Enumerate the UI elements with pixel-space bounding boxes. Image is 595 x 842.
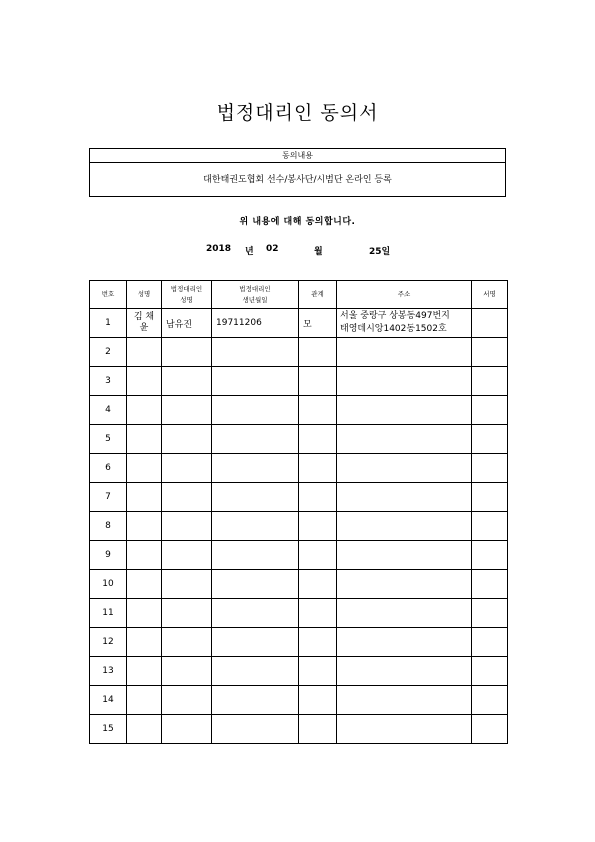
row-name: 김 채 윤 (127, 309, 162, 338)
consent-content-box (89, 148, 506, 197)
table-row (90, 454, 508, 483)
row-signature (472, 309, 508, 338)
date-year-unit: 년 (245, 247, 254, 257)
row-address (337, 570, 472, 599)
row-guardian-birth (212, 541, 299, 570)
row-signature (472, 396, 508, 425)
row-guardian-name (162, 599, 212, 628)
header-signature: 서명 (472, 281, 508, 309)
row-guardian-birth (212, 657, 299, 686)
row-name (127, 338, 162, 367)
row-no: 13 (90, 657, 127, 686)
row-relation: 모 (299, 309, 337, 338)
row-address (337, 686, 472, 715)
agreement-statement: 위 내용에 대해 동의합니다. (239, 217, 356, 227)
row-signature (472, 541, 508, 570)
date-month-unit: 월 (314, 247, 323, 257)
table-row (90, 628, 508, 657)
row-name (127, 541, 162, 570)
row-no: 8 (90, 512, 127, 541)
header-guardian-name: 법정대리인 성명 (162, 281, 212, 309)
row-signature (472, 715, 508, 744)
row-name (127, 396, 162, 425)
row-guardian-name (162, 483, 212, 512)
row-signature (472, 454, 508, 483)
row-guardian-name (162, 512, 212, 541)
row-signature (472, 338, 508, 367)
row-name (127, 512, 162, 541)
row-address (337, 483, 472, 512)
row-guardian-birth (212, 425, 299, 454)
row-address (337, 454, 472, 483)
date-day: 25일 (369, 247, 391, 257)
header-relation: 관계 (299, 281, 337, 309)
row-guardian-name (162, 715, 212, 744)
row-name (127, 715, 162, 744)
row-no: 10 (90, 570, 127, 599)
row-no: 1 (90, 309, 127, 338)
row-relation (299, 367, 337, 396)
row-relation (299, 338, 337, 367)
row-no: 3 (90, 367, 127, 396)
row-no: 6 (90, 454, 127, 483)
row-signature (472, 512, 508, 541)
row-relation (299, 512, 337, 541)
table-row (90, 483, 508, 512)
consent-header: 동의내용 (90, 149, 505, 163)
row-no: 5 (90, 425, 127, 454)
row-address (337, 715, 472, 744)
row-signature (472, 628, 508, 657)
table-row (90, 657, 508, 686)
row-no: 11 (90, 599, 127, 628)
row-guardian-birth: 19711206 (212, 309, 299, 338)
row-no: 9 (90, 541, 127, 570)
row-guardian-name (162, 338, 212, 367)
row-name (127, 570, 162, 599)
row-relation (299, 570, 337, 599)
row-no: 4 (90, 396, 127, 425)
guardian-table (89, 280, 508, 744)
row-relation (299, 396, 337, 425)
row-relation (299, 483, 337, 512)
row-address (337, 657, 472, 686)
row-relation (299, 425, 337, 454)
row-name (127, 657, 162, 686)
row-address (337, 367, 472, 396)
row-guardian-name (162, 367, 212, 396)
row-name (127, 367, 162, 396)
date-month: 02 (266, 244, 279, 254)
row-name (127, 628, 162, 657)
row-no: 7 (90, 483, 127, 512)
row-guardian-name (162, 396, 212, 425)
row-no: 15 (90, 715, 127, 744)
row-relation (299, 599, 337, 628)
row-no: 12 (90, 628, 127, 657)
row-signature (472, 367, 508, 396)
row-signature (472, 425, 508, 454)
row-address (337, 396, 472, 425)
header-address: 주소 (337, 281, 472, 309)
row-name (127, 425, 162, 454)
row-guardian-birth (212, 396, 299, 425)
row-relation (299, 715, 337, 744)
row-guardian-name (162, 425, 212, 454)
table-row (90, 686, 508, 715)
row-signature (472, 570, 508, 599)
row-guardian-birth (212, 715, 299, 744)
row-no: 2 (90, 338, 127, 367)
table-row (90, 367, 508, 396)
table-row (90, 396, 508, 425)
row-guardian-name: 남유진 (162, 309, 212, 338)
row-relation (299, 628, 337, 657)
row-name (127, 686, 162, 715)
row-guardian-birth (212, 454, 299, 483)
table-row (90, 338, 508, 367)
row-address (337, 338, 472, 367)
row-signature (472, 686, 508, 715)
table-row (90, 715, 508, 744)
row-signature (472, 599, 508, 628)
row-address (337, 541, 472, 570)
table-row (90, 425, 508, 454)
row-guardian-birth (212, 686, 299, 715)
row-signature (472, 483, 508, 512)
row-guardian-birth (212, 599, 299, 628)
table-header-row (90, 281, 508, 309)
table-row (90, 570, 508, 599)
table-row (90, 599, 508, 628)
row-name (127, 454, 162, 483)
row-guardian-birth (212, 628, 299, 657)
row-guardian-name (162, 686, 212, 715)
row-guardian-birth (212, 483, 299, 512)
row-guardian-birth (212, 367, 299, 396)
header-name: 성명 (127, 281, 162, 309)
row-relation (299, 686, 337, 715)
row-address (337, 599, 472, 628)
row-guardian-birth (212, 512, 299, 541)
row-signature (472, 657, 508, 686)
row-guardian-birth (212, 570, 299, 599)
row-address (337, 628, 472, 657)
row-guardian-name (162, 657, 212, 686)
row-address (337, 425, 472, 454)
row-address (337, 512, 472, 541)
row-relation (299, 657, 337, 686)
row-guardian-name (162, 541, 212, 570)
row-name (127, 483, 162, 512)
row-relation (299, 541, 337, 570)
header-no: 번호 (90, 281, 127, 309)
row-guardian-birth (212, 338, 299, 367)
consent-content: 대한태권도협회 선수/봉사단/시범단 온라인 등록 (203, 175, 392, 185)
row-guardian-name (162, 570, 212, 599)
table-row (90, 512, 508, 541)
header-guardian-birth: 법정대리인 생년월일 (212, 281, 299, 309)
table-row (90, 309, 508, 338)
row-guardian-name (162, 454, 212, 483)
date-year: 2018 (206, 244, 232, 254)
row-address: 서울 중랑구 상봉동497번지 태영데시앙1402동1502호 (337, 309, 472, 338)
row-name (127, 599, 162, 628)
row-guardian-name (162, 628, 212, 657)
table-row (90, 541, 508, 570)
row-relation (299, 454, 337, 483)
row-no: 14 (90, 686, 127, 715)
document-title: 법정대리인 동의서 (216, 102, 379, 124)
